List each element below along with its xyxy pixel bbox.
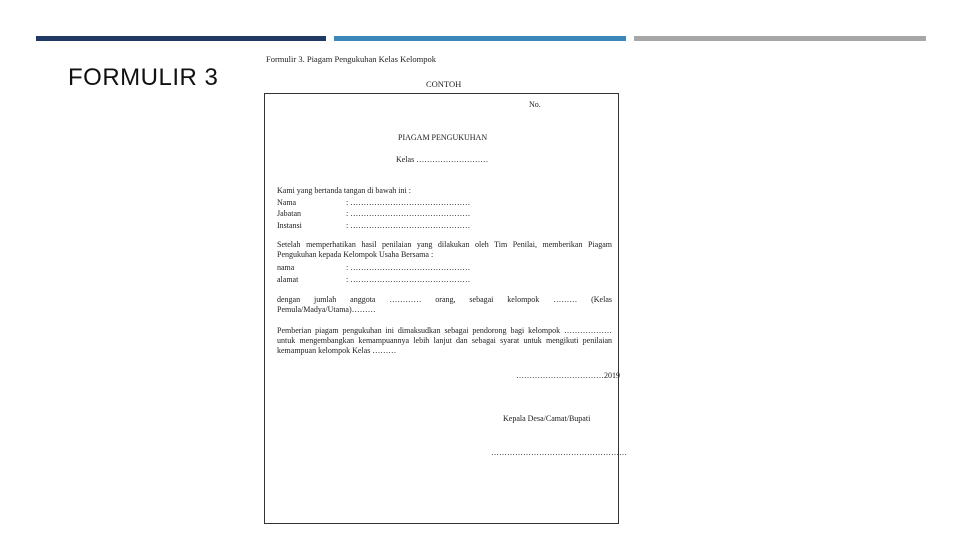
slide-title: FORMULIR 3	[68, 64, 219, 91]
date-line: ……………………………2019	[516, 371, 620, 380]
certificate-document	[264, 93, 627, 524]
field-blank: : ………………………………………	[346, 263, 471, 272]
accent-bar-gray	[634, 36, 926, 41]
field-blank: : ………………………………………	[346, 198, 471, 207]
field-label: Instansi	[277, 221, 302, 230]
example-label: CONTOH	[426, 79, 462, 89]
field-label: alamat	[277, 275, 299, 284]
field-label: nama	[277, 263, 295, 272]
field-blank: : ………………………………………	[346, 275, 471, 284]
accent-bar-blue	[334, 36, 626, 41]
field-label: Nama	[277, 198, 297, 207]
field-label: Jabatan	[277, 209, 301, 218]
members-paragraph: dengan jumlah anggota ………… orang, sebagai kelompok ……… (Kelas Pemula/Madya/Utama)………	[277, 295, 612, 314]
field-blank: : ………………………………………	[346, 209, 471, 218]
field-blank: : ………………………………………	[346, 221, 471, 230]
purpose-paragraph: Pemberian piagam pengukuhan ini dimaksudkan sebagai pendorong bagi kelompok ……………… untuk mengembangkan kemampuannya lebih lanjut dan sebagai syarat untuk mengikuti penilaian kemampuan kelompok Kelas ………	[277, 326, 612, 355]
certificate-heading: PIAGAM PENGUKUHAN	[398, 133, 488, 142]
document-caption: Formulir 3. Piagam Pengukuhan Kelas Kelompok	[266, 54, 436, 64]
accent-bar-navy	[36, 36, 326, 41]
document-number-label: No.	[529, 100, 541, 109]
consideration-paragraph: Setelah memperhatikan hasil penilaian yang dilakukan oleh Tim Penilai, memberikan Piagam Pengukuhan kepada Kelompok Usaha Bersama :	[277, 240, 612, 259]
signature-line: ……………………………………………	[491, 448, 627, 457]
class-line: Kelas ………………………	[396, 155, 489, 164]
signer-intro: Kami yang bertanda tangan di bawah ini :	[277, 186, 411, 195]
signer-title: Kepala Desa/Camat/Bupati	[503, 414, 591, 423]
